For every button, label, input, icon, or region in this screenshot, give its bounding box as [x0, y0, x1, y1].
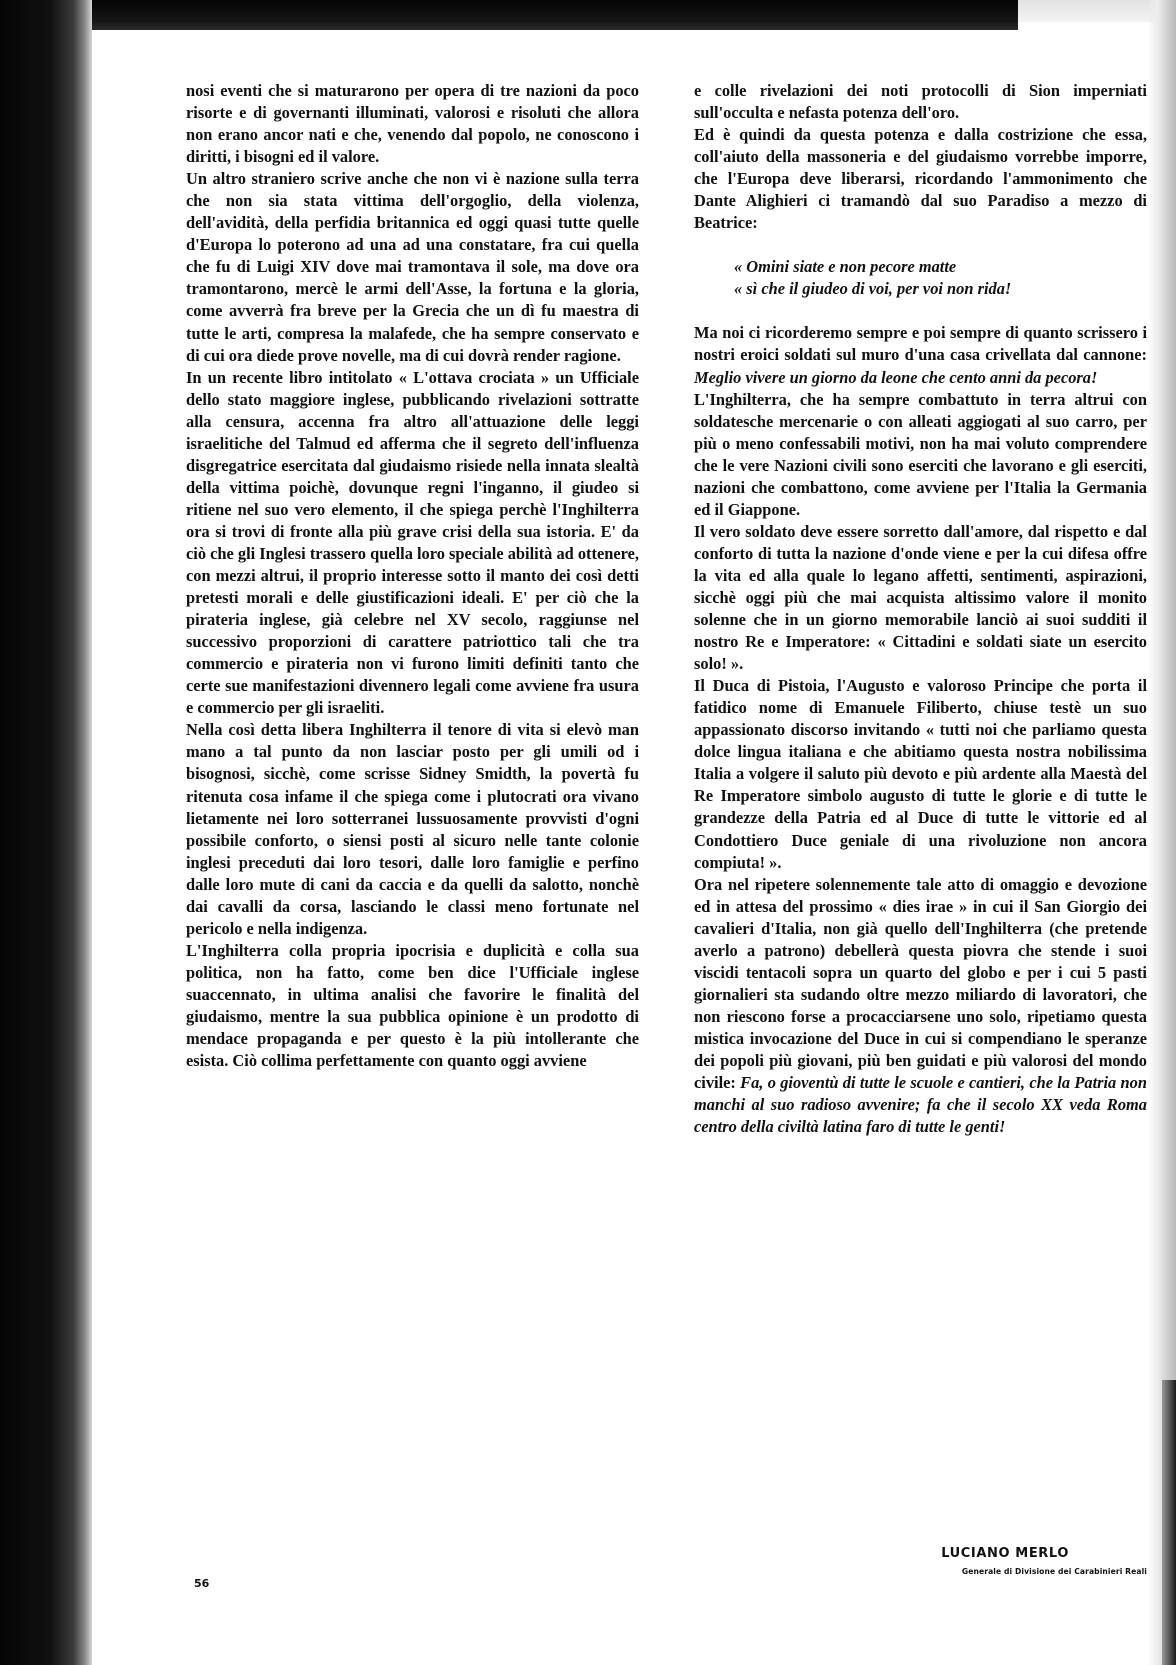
author-signature — [694, 1546, 1147, 1576]
scan-right-shadow — [1162, 1380, 1176, 1665]
left-paragraph-2: Un altro straniero scrive anche che non vi è nazione sulla terra che non sia stata vittima dell'orgoglio, della violenza, dell'avidità, della perfidia britannica ed oggi quasi tutte quelle d'Europa lo poterono ad una ad una constatare, fra cui quella che fu di Luigi XIV dove mai tramontava il sole, ma dove ora tramontarono, mercè le armi dell'Asse, la fortuna e la gloria, come avverrà fra breve per la Grecia che un dì fu maestra di tutte le arti, compresa la malafede, che ha sempre conservato e di cui ora diede prove novelle, ma di cui dovrà render ragione. — [186, 169, 639, 365]
right-paragraph-5: Il vero soldato deve essere sorretto dall'amore, dal rispetto e dal conforto di tutta la nazione d'onde viene e per la cui difesa offre la vita ed alla quale lo legano affetti, sentimenti, aspirazioni, sicchè oggi più che mai acquista altissimo valore il monito solenne che in un giorno memorabile lanciò ai suoi sudditi il nostro Re e Imperatore: « Cittadini e soldati siate un esercito solo! ». — [694, 521, 1147, 674]
right-paragraph-3-text: Ma noi ci ricorderemo sempre e poi sempre di quanto scrissero i nostri eroici soldati sul muro d'una casa crivellata dal cannone: — [694, 323, 1147, 365]
right-paragraph-6: Il Duca di Pistoia, l'Augusto e valoroso Principe che porta il fatidico nome di Emanuele Filiberto, chiuse testè un suo appassionato discorso invitando « tutti noi che parliamo questa dolce lingua italiana e che abitiamo questa nostra nobilissima Italia a volgere il saluto più devoto e più ardente alla Maestà del Re Imperatore simbolo augusto di tutte le glorie e di tutte le grandezze della Patria ed al Duce di tutte le vittorie ed al Condottiero Duce geniale di una rivoluzione non ancora compiuta! ». — [694, 676, 1147, 872]
page-number: 56 — [194, 1577, 210, 1590]
right-paragraph-7 — [694, 874, 1147, 1139]
soldiers-motto: Meglio vivere un giorno da leone che cento anni da pecora! — [694, 367, 1098, 387]
scan-left-border — [0, 0, 92, 1665]
author-title: Generale di Divisione dei Carabinieri Reali — [961, 1567, 1147, 1576]
left-paragraph-1: nosi eventi che si maturarono per opera di tre nazioni da poco risorte e di governanti illuminati, valorosi e risoluti che allora non erano ancor nati e che, venendo dal popolo, ne conoscono i diritti, i bisogni ed il valore. — [186, 81, 639, 167]
left-column — [186, 80, 639, 1072]
left-paragraph-3: In un recente libro intitolato « L'ottava crociata » un Ufficiale dello stato maggiore inglese, pubblicando rivelazioni sottratte alla censura, accenna fra altro all'attuazione delle leggi israelitiche del Talmud ed afferma che il segreto dell'influenza disgregatrice esercitata dal giudaismo risiede nella innata slealtà della vittima poichè, dovunque regni l'inganno, il giudeo si ritiene nel suo vero elemento, il che spiega perchè l'Inghilterra ora si trovi di fronte alla più grave crisi della sua istoria. E' da ciò che gli Inglesi trassero quella loro speciale abilità ad ottenere, con mezzi altrui, il proprio interesse sotto il manto dei così detti pretesti morali e delle giustificazioni ideali. E' per ciò che la pirateria inglese, già celebre nel XV secolo, raggiunse nel successivo proporzioni di carattere patriottico tali che tra commercio e pirateria non vi furono limiti definiti tanto che certe sue manifestazioni divennero legali come avviene fra usura e commercio per gli israeliti. — [186, 367, 639, 718]
left-paragraph-4: Nella così detta libera Inghilterra il tenore di vita si elevò man mano a tal punto da non lasciar posto per gli umili od i bisognosi, sicchè, come scrisse Sidney Smidth, la povertà fu ritenuta cosa infame il che spiega come i plutocrati ora vivano lietamente nei loro sotterranei lussuosamente provvisti d'ogni possibile conforto, o siensi posti al sicuro nelle tante colonie inglesi preceduti dai loro tesori, dalle loro famiglie e perfino dalle loro mute di cani da caccia e da quelli da salotto, nonchè dai cavalli da corsa, lasciando le classi meno fortunate nel pericolo e nella indigenza. — [186, 720, 639, 938]
scan-top-border — [0, 0, 1018, 30]
right-paragraph-4: L'Inghilterra, che ha sempre combattuto in terra altrui con soldatesche mercenarie o con alleati aggiogati al suo carro, per più o meno confessabili motivi, non ha mai voluto comprendere che le vere Nazioni civili sono eserciti che lavorano e gli eserciti, nazioni che combattono, come avviene per l'Italia la Germania ed il Giappone. — [694, 389, 1147, 519]
right-column — [694, 80, 1147, 1138]
right-paragraph-7-text: Ora nel ripetere solennemente tale atto di omaggio e devozione ed in attesa del prossimo « dies irae » in cui il San Giorgio dei cavalieri d'Italia, non già quello dell'Inghilterra (che pretende averlo a patrono) debellerà questa piovra che stende i suoi viscidi tentacoli sopra un quarto del globo e per i cui 5 pasti giornalieri sta sudando oltre mezzo miliardo di lavoratori, che non riescono forse a procacciarsene uno solo, ripetiamo questa mistica invocazione del Duce in cui si compendiano le speranze dei popoli più giovani, più ben guidati e più valorosi del mondo civile: — [694, 874, 1147, 1093]
right-paragraph-1: e colle rivelazioni dei noti protocolli di Sion imperniati sull'occulta e nefasta potenza dell'oro. — [694, 81, 1147, 123]
left-paragraph-5: L'Inghilterra colla propria ipocrisia e duplicità e colla sua politica, non ha fatto, come ben dice l'Ufficiale inglese suaccennato, in ultima analisi che favorire le finalità del giudaismo, mentre la sua pubblica opinione è un prodotto di mendace propaganda e per questo è la più intollerante che esista. Ciò collima perfettamente con quanto oggi avviene — [186, 940, 639, 1071]
duce-invocation: Fa, o gioventù di tutte le scuole e cantieri, che la Patria non manchi al suo radioso avvenire; fa che il secolo XX veda Roma centro della civiltà latina faro di tutte le genti! — [694, 1073, 1147, 1137]
dante-quote — [734, 256, 1147, 300]
quote-line-1: « Omini siate e non pecore matte — [734, 257, 957, 277]
right-paragraph-2: Ed è quindi da questa potenza e dalla costrizione che essa, coll'aiuto della massoneria e del giudaismo vorrebbe imporre, che l'Europa deve liberarsi, ricordando l'ammonimento che Dante Alighieri ci tramandò dal suo Paradiso a mezzo di Beatrice: — [694, 125, 1147, 233]
right-paragraph-3 — [694, 322, 1147, 388]
author-name: LUCIANO MERLO — [941, 1546, 1069, 1561]
quote-line-2: « sì che il giudeo di voi, per voi non rida! — [734, 279, 1012, 299]
